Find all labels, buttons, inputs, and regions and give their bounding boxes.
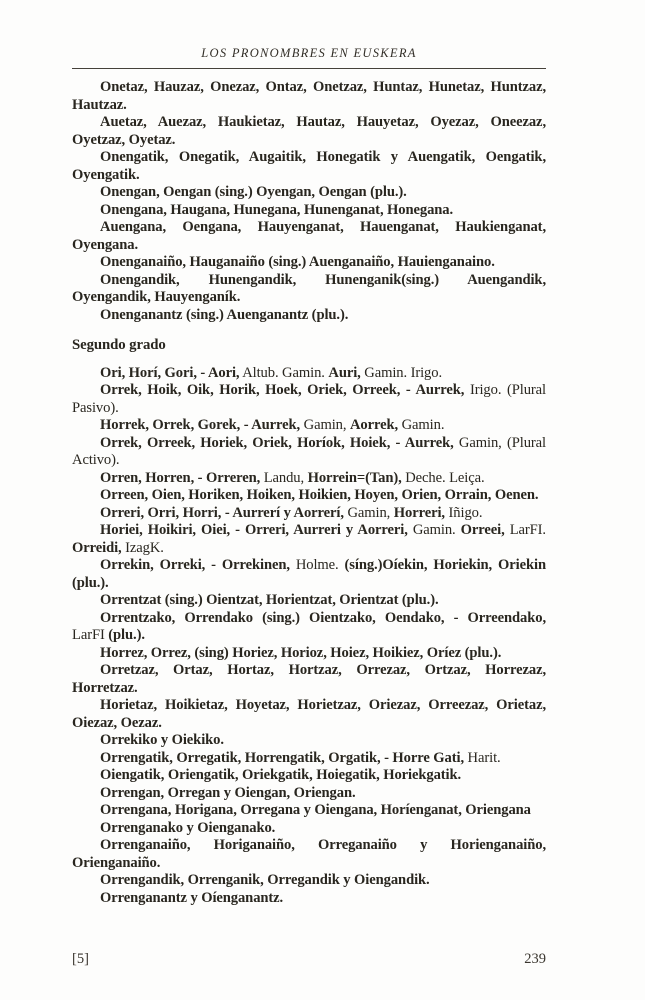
- source-reference: Iñigo.: [444, 504, 483, 521]
- paragraph: [72, 732, 546, 750]
- basque-term-list: Orren, Horren, - Orreren,: [100, 469, 261, 486]
- basque-term-list: Orrenganantz y Oíenganantz.: [100, 889, 284, 906]
- paragraph: [72, 785, 546, 803]
- basque-term-list: Horrek, Orrek, Gorek, - Aurrek,: [100, 417, 301, 433]
- paragraph: [72, 750, 546, 768]
- source-reference: Landu,: [260, 469, 308, 486]
- source-reference: Gamin.: [398, 417, 445, 433]
- basque-term-list: Onenganantz (sing.) Auenganantz (plu.).: [100, 306, 349, 323]
- basque-term-list: Orrenganaiño, Horiganaiño, Orreganaiño y Horienganaiño, Orienganaiño.: [72, 837, 546, 871]
- paragraph: [72, 470, 546, 488]
- source-reference: Gamin.: [407, 522, 461, 538]
- paragraph: [72, 272, 546, 307]
- basque-term-list: Orretzaz, Ortaz, Hortaz, Hortzaz, Orrezaz, Ortzaz, Horrezaz, Horretzaz.: [72, 662, 546, 696]
- basque-term-list: Orrentzako, Orrendako (sing.) Oientzako, Oendako, - Orreendako,: [100, 609, 546, 626]
- basque-term-list: Orrek, Hoik, Oik, Horik, Hoek, Oriek, Orreek, - Aurrek,: [100, 382, 465, 398]
- basque-term-list: Orrengandik, Orrenganik, Orregandik y Oiengandik.: [100, 872, 430, 888]
- basque-term-list: Onengan, Oengan (sing.) Oyengan, Oengan (plu.).: [100, 184, 407, 200]
- basque-term-list: Orreidi,: [72, 539, 122, 556]
- source-reference: Gamin,: [300, 417, 350, 433]
- basque-term-list: Orreei,: [460, 522, 505, 538]
- basque-term-list: Orrengana, Horigana, Orregana y Oiengana, Horíenganat, Oriengana: [100, 802, 531, 818]
- basque-term-list: (plu.).: [108, 627, 145, 643]
- paragraph: [72, 79, 546, 114]
- paragraph: [72, 435, 546, 470]
- source-reference: Deche. Leiça.: [401, 469, 485, 486]
- paragraph: [72, 872, 546, 890]
- basque-term-list: Orrengatik, Orregatik, Horrengatik, Orgatik, - Horre Gati,: [100, 749, 464, 766]
- basque-term-list: Ori, Horí, Gori, - Aori,: [100, 364, 240, 381]
- paragraph: [72, 645, 546, 663]
- section-heading: Segundo grado: [72, 337, 166, 353]
- basque-term-list: Orrenganako y Oienganako.: [100, 819, 276, 836]
- paragraph: [72, 505, 546, 523]
- source-reference: Gamin, (Plural Activo).: [72, 434, 546, 468]
- basque-term-list: Onetaz, Hauzaz, Onezaz, Ontaz, Onetzaz, Huntaz, Hunetaz, Huntzaz, Hautzaz.: [72, 79, 546, 113]
- basque-term-list: Horietaz, Hoikietaz, Hoyetaz, Horietzaz, Oriezaz, Orreezaz, Orietaz, Oiezaz, Oezaz.: [72, 697, 546, 731]
- basque-term-list: Auri,: [328, 364, 361, 381]
- paragraph: [72, 557, 546, 592]
- source-reference: Irigo. (Plural Pasivo).: [72, 382, 546, 416]
- paragraph: [72, 202, 546, 220]
- basque-term-list: Orrengan, Orregan y Oiengan, Oriengan.: [100, 784, 356, 801]
- basque-term-list: Orrekiko y Oiekiko.: [100, 732, 224, 748]
- source-reference: Gamin,: [343, 504, 394, 521]
- paragraph: [72, 114, 546, 149]
- paragraph: [72, 307, 546, 325]
- paragraph: [72, 767, 546, 785]
- paragraph: [72, 254, 546, 272]
- basque-term-list: Aorrek,: [349, 417, 399, 433]
- basque-term-list: Orrekin, Orreki, - Orrekinen,: [100, 557, 290, 573]
- paragraph: [72, 820, 546, 838]
- basque-term-list: Orrek, Orreek, Horiek, Oriek, Horíok, Hoiek, - Aurrek,: [100, 434, 454, 451]
- paragraph: [72, 592, 546, 610]
- basque-term-list: Orrentzat (sing.) Oientzat, Horientzat, Orientzat (plu.).: [100, 592, 439, 608]
- basque-term-list: (síng.)Oíekin, Horiekin, Oriekin (plu.).: [72, 557, 546, 591]
- pronoun-list-first-grade: [72, 79, 546, 324]
- source-reference: LarFI: [72, 627, 109, 643]
- page-content: [72, 79, 546, 907]
- basque-term-list: Auengana, Oengana, Hauyenganat, Hauenganat, Haukienganat, Oyengana.: [72, 219, 546, 253]
- basque-term-list: Onenganaiño, Hauganaiño (sing.) Auenganaiño, Hauienganaino.: [100, 254, 495, 270]
- basque-term-list: Horreri,: [393, 504, 445, 521]
- source-reference: Holme.: [289, 557, 345, 573]
- running-header: [72, 44, 546, 69]
- source-reference: Altub. Gamin.: [239, 364, 329, 381]
- footer-left-folio: [5]: [72, 951, 89, 967]
- basque-term-list: Horrez, Orrez, (sing) Horiez, Horioz, Hoiez, Hoikiez, Oríez (plu.).: [100, 644, 502, 661]
- paragraph: [72, 522, 546, 557]
- paragraph: [72, 184, 546, 202]
- paragraph: [72, 662, 546, 697]
- page-footer: [72, 951, 546, 968]
- paragraph: [72, 219, 546, 254]
- paragraph: [72, 417, 546, 435]
- basque-term-list: Orreen, Oien, Horiken, Hoiken, Hoikien, Hoyen, Orien, Orrain, Oenen.: [100, 487, 539, 503]
- basque-term-list: Onengandik, Hunengandik, Hunenganik(sing.) Auengandik, Oyengandik, Hauyenganík.: [72, 271, 546, 305]
- source-reference: IzagK.: [121, 539, 164, 556]
- paragraph: [72, 802, 546, 820]
- paragraph: [72, 487, 546, 505]
- paragraph: [72, 890, 546, 908]
- paragraph: [72, 365, 546, 383]
- basque-term-list: Onengana, Haugana, Hunegana, Hunenganat, Honegana.: [100, 201, 454, 218]
- source-reference: Gamin. Irigo.: [360, 364, 443, 381]
- basque-term-list: Orreri, Orri, Horri, - Aurrerí y Aorrerí,: [100, 504, 344, 521]
- basque-term-list: Horiei, Hoikiri, Oiei, - Orreri, Aurreri y Aorreri,: [100, 522, 408, 538]
- paragraph: [72, 149, 546, 184]
- basque-term-list: Onengatik, Onegatik, Augaitik, Honegatik y Auengatik, Oengatik, Oyengatik.: [72, 149, 546, 183]
- pronoun-list-second-grade: [72, 365, 546, 908]
- running-header-title: LOS PRONOMBRES EN EUSKERA: [201, 46, 417, 60]
- paragraph: [72, 837, 546, 872]
- paragraph: [72, 697, 546, 732]
- source-reference: Harit.: [464, 749, 501, 766]
- source-reference: LarFI.: [504, 522, 546, 538]
- paragraph: [72, 382, 546, 417]
- basque-term-list: Auetaz, Auezaz, Haukietaz, Hautaz, Hauyetaz, Oyezaz, Oneezaz, Oyetzaz, Oyetaz.: [72, 114, 546, 148]
- footer-page-number: 239: [524, 951, 546, 967]
- paragraph: [72, 610, 546, 645]
- basque-term-list: Oiengatik, Oriengatik, Oriekgatik, Hoiegatik, Horiekgatik.: [100, 767, 462, 783]
- basque-term-list: Horrein=(Tan),: [307, 469, 402, 486]
